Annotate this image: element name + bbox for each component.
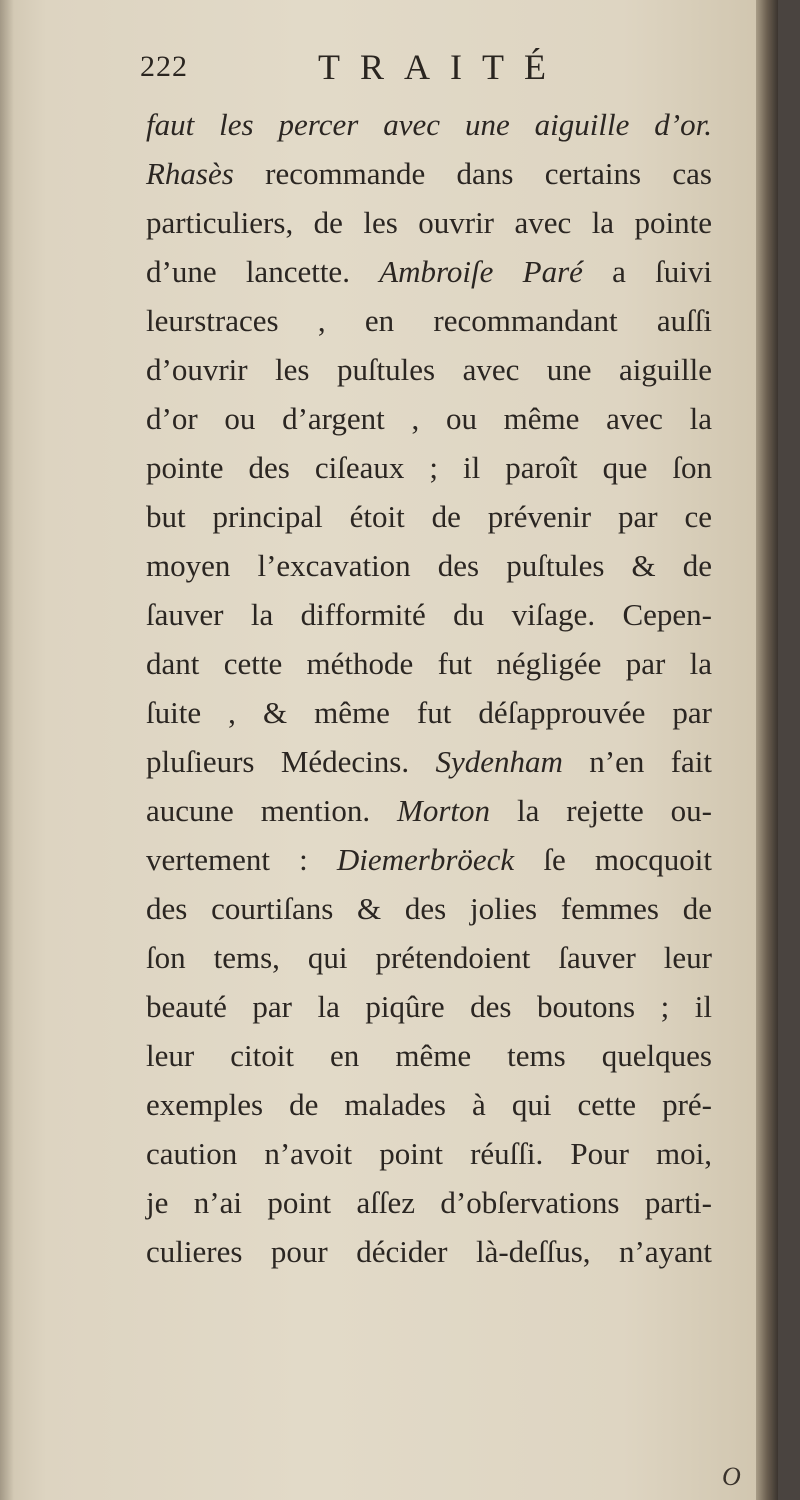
running-title: TRAITÉ: [318, 47, 566, 87]
text-line: [146, 982, 712, 1031]
italic-name: Ambroiſe Paré: [379, 254, 583, 289]
text-run: recommande dans certains cas: [233, 156, 712, 191]
text-run: ſauver la difformité du viſage. Cepen-: [146, 597, 712, 632]
text-line: [146, 100, 712, 149]
text-run: leurstraces , en recommandant auſſi: [146, 303, 712, 338]
text-run: exemples de malades à qui cette pré-: [146, 1087, 712, 1122]
text-run: pluſieurs Médecins.: [146, 744, 436, 779]
text-run: des courtiſans & des jolies femmes de: [146, 891, 712, 926]
text-line: [146, 688, 712, 737]
text-run: la rejette ou-: [490, 793, 712, 828]
text-run: culieres pour décider là-deſſus, n’ayant: [146, 1234, 712, 1269]
text-run: leur citoit en même tems quelques: [146, 1038, 712, 1073]
text-run: but principal étoit de prévenir par ce: [146, 499, 712, 534]
text-run: ſe mocquoit: [514, 842, 712, 877]
text-run: dant cette méthode fut négligée par la: [146, 646, 712, 681]
text-run: moyen l’excavation des puſtules & de: [146, 548, 712, 583]
text-line: [146, 394, 712, 443]
text-line: [146, 590, 712, 639]
body-text: [146, 100, 712, 1276]
text-line: [146, 835, 712, 884]
page-edge: [756, 0, 778, 1500]
text-line: [146, 443, 712, 492]
text-line: [146, 1178, 712, 1227]
italic-name: Morton: [397, 793, 491, 828]
text-run: je n’ai point aſſez d’obſervations parti-: [146, 1185, 712, 1220]
text-run: ſon tems, qui prétendoient ſauver leur: [146, 940, 712, 975]
text-run: d’ouvrir les puſtules avec une aiguille: [146, 352, 712, 387]
text-line: [146, 786, 712, 835]
italic-name: Rhasès: [146, 156, 234, 191]
text-run: d’une lancette.: [146, 254, 380, 289]
text-run: particuliers, de les ouvrir avec la pointe: [146, 205, 712, 240]
text-line: [146, 1080, 712, 1129]
text-run: a ſuivi: [582, 254, 712, 289]
text-run: aucune mention.: [146, 793, 398, 828]
text-line: [146, 492, 712, 541]
running-head: [140, 46, 700, 96]
text-run: caution n’avoit point réuſſi. Pour moi,: [146, 1136, 712, 1171]
text-line: [146, 737, 712, 786]
page-number: 222: [140, 50, 188, 83]
text-run: beauté par la piqûre des boutons ; il: [146, 989, 712, 1024]
italic-name: faut les percer avec une aiguille d’or.: [146, 107, 712, 142]
text-run: ſuite , & même fut déſapprouvée par: [146, 695, 712, 730]
text-line: [146, 345, 712, 394]
italic-name: Diemerbröeck: [336, 842, 515, 877]
catchword: O: [722, 1462, 741, 1491]
text-line: [146, 639, 712, 688]
text-line: [146, 541, 712, 590]
text-line: [146, 247, 712, 296]
text-run: vertement :: [146, 842, 337, 877]
text-line: [146, 1227, 712, 1276]
gutter-shadow: [0, 0, 14, 1500]
text-line: [146, 1031, 712, 1080]
text-line: [146, 296, 712, 345]
text-line: [146, 198, 712, 247]
text-run: n’en fait: [562, 744, 712, 779]
text-run: pointe des ciſeaux ; il paroît que ſon: [146, 450, 712, 485]
text-line: [146, 149, 712, 198]
text-line: [146, 884, 712, 933]
text-run: d’or ou d’argent , ou même avec la: [146, 401, 712, 436]
text-line: [146, 1129, 712, 1178]
italic-name: Sydenham: [435, 744, 563, 779]
text-line: [146, 933, 712, 982]
